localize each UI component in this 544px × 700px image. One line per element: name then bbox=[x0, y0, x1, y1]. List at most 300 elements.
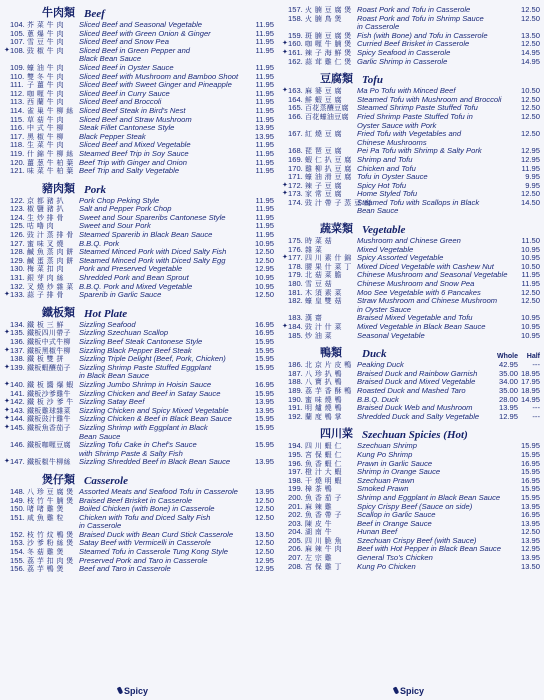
item-number: 145. bbox=[10, 422, 25, 432]
pepper-icon: ✦ bbox=[4, 423, 10, 431]
item-price: 12.50 bbox=[520, 39, 540, 49]
item-name-chinese: 鐵板黑椒牛柳 bbox=[27, 346, 71, 355]
item-price: 15.95 bbox=[520, 467, 540, 477]
item-price: 12.50 bbox=[254, 247, 274, 257]
item-number: 104. bbox=[10, 20, 25, 29]
item-name-english: Sizzling Jumbo Shrimp in Hoisin Sauce bbox=[79, 379, 212, 389]
item-number: 196. bbox=[288, 458, 303, 468]
item-name-chinese: 鐵板咖喱豆腐 bbox=[27, 441, 71, 450]
item-number: 125. bbox=[10, 221, 25, 231]
item-name-english: Sizzling Shrimp with Eggplant in Black Bean Sauce bbox=[79, 422, 208, 441]
item-number: 170. bbox=[288, 163, 303, 173]
item-number: 178. bbox=[288, 261, 303, 271]
item-price: 11.95 bbox=[255, 88, 274, 98]
item-name-chinese: 芥 菜 牛 肉 bbox=[27, 21, 64, 29]
item-price: 10.95 bbox=[520, 244, 540, 254]
item-name-english: Roast Pork and Tofu in Shrimp Sauce in Casserole bbox=[357, 13, 484, 32]
menu-item bbox=[282, 58, 540, 67]
item-name-chinese: 中 式 牛 柳 bbox=[27, 124, 64, 133]
item-number: 127. bbox=[10, 238, 25, 248]
item-price: 10.95 bbox=[520, 253, 540, 263]
item-name-english: Steamed Minced Pork with Diced Salty Egg bbox=[79, 255, 226, 265]
item-name-chinese: 鐵 板 三 鮮 bbox=[27, 320, 64, 329]
menu-section bbox=[282, 427, 540, 571]
item-name-chinese: 咕 嚕 肉 bbox=[27, 222, 54, 231]
item-name-english: Curried Beef Brisket in Casserole bbox=[357, 39, 470, 49]
item-name-english: Mushroom and Chinese Green bbox=[357, 236, 461, 246]
item-name-chinese: 炒 油 菜 bbox=[305, 331, 332, 340]
item-name-english: Braised Mixed Vegetable and Tofu bbox=[357, 313, 473, 323]
item-name-chinese: 北 菇 菜 膽 bbox=[305, 271, 342, 280]
item-name-english: Sparerib in Garlic Sauce bbox=[79, 290, 162, 300]
item-name-chinese: 八 寶 扒 鴨 bbox=[305, 378, 342, 387]
item-price: 14.50 bbox=[520, 197, 540, 207]
item-price: 12.50 bbox=[520, 287, 540, 297]
item-number: 205. bbox=[288, 535, 303, 545]
item-name-chinese: 豉 椒 牛 肉 bbox=[27, 46, 64, 55]
item-number: 186. bbox=[288, 360, 303, 370]
item-name-english: Roast Pork and Tofu in Casserole bbox=[357, 5, 471, 14]
item-name-chinese: 咖 喱 牛 腩 煲 bbox=[305, 40, 352, 49]
item-name-chinese: 什 錦 牛 柳 絲 bbox=[27, 149, 74, 158]
item-name-english: Sliced Beef in Curry Sauce bbox=[79, 88, 170, 98]
item-name-chinese: 八 珍 豆 腐 煲 bbox=[27, 487, 74, 496]
menu-section bbox=[4, 6, 274, 176]
item-name-english: Spicy Assorted Vegetable bbox=[357, 253, 444, 263]
item-name-english: Sizzling Shrimp Paste Stuffed Eggplant in Black Bean Sauce bbox=[79, 362, 212, 381]
menu-item bbox=[282, 130, 540, 147]
item-number: 154. bbox=[10, 547, 25, 557]
item-name-english: Sizzling Tofu Cake in Chef's Sauce with Shrimp Paste & Salty Fish bbox=[79, 440, 197, 458]
item-number: 203. bbox=[288, 518, 303, 528]
item-name-english: Sliced Beef Steak in Bird's Nest bbox=[79, 105, 186, 115]
item-name-english: Smoked Prawn bbox=[357, 484, 409, 494]
item-name-chinese: 生 炒 排 骨 bbox=[27, 213, 64, 222]
item-number: 113. bbox=[10, 97, 25, 107]
item-price-half: --- bbox=[532, 360, 540, 370]
item-name-chinese: 椒 鹽 豬 扒 bbox=[27, 205, 64, 214]
item-price: 12.50 bbox=[520, 189, 540, 199]
item-number: 157. bbox=[288, 5, 303, 14]
item-price: 12.95 bbox=[520, 146, 540, 156]
item-name-chinese: 枝 竹 牛 腩 煲 bbox=[27, 496, 74, 505]
item-name-chinese: 鐵板椒牛柳絲 bbox=[27, 458, 71, 467]
column-header-half: Half bbox=[526, 353, 540, 361]
item-name-chinese: 冬 菇 雞 煲 bbox=[27, 548, 64, 557]
item-price: 9.95 bbox=[525, 172, 540, 182]
item-name-english: Shrimp in Orange Sauce bbox=[357, 467, 441, 477]
section-title-english: Tofu bbox=[362, 74, 383, 87]
item-name-english: Steamed Sparerib in Black Bean Sauce bbox=[79, 230, 213, 240]
item-name-english: Spicy Crispy Beef (Sauce on side) bbox=[357, 501, 473, 511]
item-name-english: Home Styled Tofu bbox=[357, 189, 418, 199]
item-price: 13.95 bbox=[520, 535, 540, 545]
item-name-chinese: 橙 汁 大 蝦 bbox=[305, 468, 342, 477]
item-name-chinese: 鹹 蛋 蒸 肉 餅 bbox=[27, 256, 74, 265]
pepper-icon: ✦ bbox=[4, 458, 10, 466]
item-number: 189. bbox=[288, 385, 303, 395]
item-name-chinese: 雞 柳 扒 豆 腐 bbox=[305, 164, 352, 173]
item-price: 11.95 bbox=[255, 45, 274, 55]
item-name-chinese: 鐵板四川帶子 bbox=[27, 329, 71, 338]
item-number: 172. bbox=[288, 180, 303, 190]
item-number: 123. bbox=[10, 204, 25, 214]
item-name-english: Seasonal Vegetable bbox=[357, 330, 425, 340]
item-name-english: Beef Trip with Ginger and Onion bbox=[79, 157, 187, 167]
item-name-english: Mixed Vegetable in Black Bean Sauce bbox=[357, 322, 486, 331]
item-price: 12.50 bbox=[254, 255, 274, 265]
item-name-chinese: 斑 腩 豆 腐 煲 bbox=[305, 31, 352, 40]
item-name-chinese: 梅 菜 扣 肉 bbox=[27, 265, 64, 274]
item-name-chinese: 蝦 仁 扒 豆 腐 bbox=[305, 155, 352, 164]
item-price: 10.95 bbox=[520, 313, 540, 323]
item-price-half: --- bbox=[532, 411, 540, 421]
item-price: 11.95 bbox=[255, 166, 274, 176]
item-price: 9.95 bbox=[525, 180, 540, 190]
pepper-icon: ✦ bbox=[282, 181, 288, 189]
item-name-english: Sliced Beef and Snow Pea bbox=[79, 37, 169, 47]
pepper-icon: ✦ bbox=[4, 291, 10, 299]
item-name-english: Sweet and Sour Pork bbox=[79, 221, 151, 231]
item-name-english: General Tso's Chicken bbox=[357, 553, 433, 563]
item-name-chinese: 薑 葱 牛 柏 葉 bbox=[27, 158, 74, 167]
menu-section bbox=[4, 473, 274, 574]
item-name-chinese: 左 宗 雞 bbox=[305, 554, 332, 563]
item-price: 42.95 bbox=[498, 360, 518, 370]
item-price: 11.95 bbox=[255, 195, 274, 205]
item-number: 122. bbox=[10, 195, 25, 205]
item-name-english: Sliced Beef in Oyster Sauce bbox=[79, 62, 174, 72]
item-number: 141. bbox=[10, 388, 25, 398]
item-number: 130. bbox=[10, 264, 25, 274]
item-number: 168. bbox=[288, 146, 303, 156]
item-price: 13.95 bbox=[520, 553, 540, 563]
item-name-chinese: 麻 辣 牛 肉 bbox=[305, 545, 342, 554]
item-name-chinese: 豉 汁 什 菜 bbox=[305, 323, 342, 331]
item-number: 199. bbox=[288, 484, 303, 494]
menu-item bbox=[282, 113, 540, 130]
item-number: 150. bbox=[10, 504, 25, 514]
menu-item bbox=[282, 15, 540, 32]
item-name-chinese: 麻 婆 豆 腐 bbox=[305, 87, 342, 96]
item-name-english: Sizzling Satay Beef bbox=[79, 397, 145, 407]
item-price: 16.95 bbox=[254, 328, 274, 338]
item-price: 13.50 bbox=[254, 529, 274, 539]
item-name-chinese: 火 腩 鳥 煲 bbox=[305, 14, 342, 23]
item-price: 10.50 bbox=[520, 261, 540, 271]
item-name-chinese: 豉 汁 蒸 排 骨 bbox=[27, 231, 74, 240]
item-price: 13.95 bbox=[254, 486, 274, 496]
item-name-english: B.B.Q. Duck bbox=[357, 394, 399, 404]
item-number: 182. bbox=[288, 296, 303, 306]
section-header bbox=[282, 427, 540, 441]
item-name-chinese: 咖 喱 牛 肉 bbox=[27, 89, 64, 98]
item-name-english: Sliced Beef and Broccoli bbox=[79, 97, 162, 107]
item-price: 15.95 bbox=[254, 414, 274, 424]
item-name-english: Sizzling Chicken & Beef in Black Bean Sauce bbox=[79, 414, 232, 424]
item-name-chinese: 雀 巢 牛 柳 絲 bbox=[27, 106, 74, 115]
item-number: 132. bbox=[10, 281, 25, 291]
item-number: 134. bbox=[10, 319, 25, 329]
item-name-chinese: 咸 魚 雞 粒 bbox=[27, 513, 64, 522]
item-name-chinese: 家 常 豆 腐 bbox=[305, 190, 342, 199]
item-name-english: B.B.Q. Pork bbox=[79, 238, 120, 248]
item-price: 13.50 bbox=[520, 561, 540, 571]
item-name-chinese: 北 京 片 皮 鴨 bbox=[305, 361, 352, 370]
item-number: 147. bbox=[10, 457, 25, 467]
item-number: 191. bbox=[288, 403, 303, 413]
section-header bbox=[282, 72, 540, 86]
item-name-chinese: 鐵 板 雙 拼 bbox=[27, 355, 64, 364]
item-name-english: Preserved Pork and Taro in Casserole bbox=[79, 555, 208, 565]
item-number: 167. bbox=[288, 129, 303, 139]
item-price: 11.50 bbox=[521, 236, 540, 246]
item-price: 15.95 bbox=[254, 388, 274, 398]
section-title-chinese: 煲仔類 bbox=[42, 472, 75, 486]
item-number: 110. bbox=[10, 71, 25, 81]
item-price: 11.95 bbox=[255, 28, 274, 38]
item-number: 184. bbox=[288, 322, 303, 331]
item-name-chinese: 草 菇 牛 肉 bbox=[27, 115, 64, 124]
item-name-chinese: 魚 香 茄 子 bbox=[305, 493, 342, 502]
item-name-english: Peaking Duck bbox=[357, 360, 404, 370]
item-number: 171. bbox=[288, 172, 303, 182]
item-name-english: Sizzling Beef Steak Cantonese Style bbox=[79, 337, 203, 346]
item-name-english: Hunan Beef bbox=[357, 527, 398, 537]
item-price: 10.95 bbox=[254, 273, 274, 283]
item-name-chinese: 火 腩 豆 腐 煲 bbox=[305, 6, 352, 14]
pepper-icon: ✦ bbox=[282, 48, 288, 56]
item-name-chinese: 湖 南 牛 bbox=[305, 528, 332, 537]
item-price: 10.95 bbox=[520, 330, 540, 340]
item-name-english: Szechuan Prawn bbox=[357, 475, 415, 485]
item-price: 15.95 bbox=[520, 492, 540, 502]
item-name-english: Chinese Mushroom and Seasonal Vegetable bbox=[357, 270, 508, 280]
item-number: 160. bbox=[288, 39, 303, 49]
item-number: 139. bbox=[10, 362, 25, 372]
item-name-english: Szechuan Crispy Beef (with Sauce) bbox=[357, 535, 477, 545]
section-title-chinese: 豬肉類 bbox=[42, 181, 75, 195]
item-name-chinese: 腰 果 什 菜 丁 bbox=[305, 262, 352, 271]
item-name-chinese: 四 川 脆 魚 bbox=[305, 536, 342, 545]
item-name-chinese: 鐵 板 沙 爹 牛 bbox=[27, 398, 74, 407]
item-name-english: Mixed Diced Vegetable with Cashew Nut bbox=[357, 261, 494, 271]
item-number: 108. bbox=[10, 45, 25, 55]
item-name-chinese: 鐵板中式牛柳 bbox=[27, 338, 71, 346]
item-name-english: Black Pepper Steak bbox=[79, 131, 146, 141]
item-price: 16.95 bbox=[520, 510, 540, 520]
menu-item bbox=[282, 520, 540, 529]
item-price: 11.95 bbox=[255, 114, 274, 124]
item-price: 12.50 bbox=[254, 290, 274, 300]
item-name-english: Beef Trip and Salty Vegetable bbox=[79, 166, 180, 176]
item-name-english: Sizzling Seafood bbox=[79, 319, 136, 329]
pepper-icon: ✦ bbox=[282, 254, 288, 262]
item-number: 166. bbox=[288, 111, 303, 121]
menu-column-right bbox=[282, 6, 540, 577]
item-number: 176. bbox=[288, 244, 303, 254]
item-name-chinese: 黑 椒 牛 柳 bbox=[27, 132, 64, 141]
item-name-chinese: 百花蒸釀豆腐 bbox=[305, 104, 349, 113]
item-price: 15.95 bbox=[254, 345, 274, 355]
item-name-chinese: 叉 燒 炒 雜 菜 bbox=[27, 282, 74, 291]
item-price: 12.50 bbox=[254, 504, 274, 514]
item-number: 188. bbox=[288, 377, 303, 387]
item-name-chinese: 蠔 油 滑 豆 腐 bbox=[305, 173, 352, 182]
item-number: 118. bbox=[10, 140, 25, 150]
item-number: 164. bbox=[288, 94, 303, 104]
item-name-english: Sizzling Szechuan Scallop bbox=[79, 328, 169, 338]
item-name-chinese: 鐵 板 醬 爆 蝦 bbox=[27, 380, 74, 389]
item-name-english: Shrimp and Eggplant in Black Bean Sauce bbox=[357, 492, 501, 502]
menu-item bbox=[4, 514, 274, 531]
item-name-english: Fried Tofu with Vegetables and Chinese Mushrooms bbox=[357, 129, 462, 147]
item-name-chinese: 辣 子 豆 腐 bbox=[305, 181, 342, 190]
item-name-chinese: 木 須 素 菜 bbox=[305, 288, 342, 297]
item-name-english: Sliced Beef and Straw Mushroom bbox=[79, 114, 192, 124]
item-number: 153. bbox=[10, 538, 25, 548]
item-number: 131. bbox=[10, 273, 25, 283]
item-number: 185. bbox=[288, 330, 303, 340]
item-number: 179. bbox=[288, 270, 303, 280]
menu-item bbox=[282, 173, 540, 182]
item-name-english: Fish (with Bone) and Tofu in Casserole bbox=[357, 30, 488, 40]
item-price: 12.50 bbox=[254, 538, 274, 548]
pepper-icon: ✦ bbox=[282, 323, 288, 330]
item-name-english: Kung Po Chicken bbox=[357, 561, 416, 571]
item-number: 161. bbox=[288, 47, 303, 57]
item-name-chinese: 魚 香 帶 子 bbox=[305, 511, 342, 520]
item-name-chinese: 荔 芋 鴨 煲 bbox=[27, 565, 64, 574]
item-number: 159. bbox=[288, 30, 303, 40]
item-price: 34.00 bbox=[498, 377, 518, 387]
item-number: 155. bbox=[10, 555, 25, 565]
item-name-chinese: 蠔 皇 雙 菇 bbox=[305, 297, 342, 306]
menu-item bbox=[4, 424, 274, 441]
item-price: 12.95 bbox=[520, 544, 540, 554]
menu-section bbox=[4, 182, 274, 300]
item-name-chinese: 生 菜 牛 肉 bbox=[27, 141, 64, 150]
section-header bbox=[282, 346, 540, 360]
menu-item bbox=[282, 297, 540, 314]
item-price: 35.00 bbox=[498, 385, 518, 395]
item-name-english: Spicy Seafood in Casserole bbox=[357, 47, 451, 57]
pepper-icon: ✦ bbox=[4, 46, 10, 54]
item-number: 120. bbox=[10, 157, 25, 167]
item-price: 11.95 bbox=[255, 80, 274, 90]
item-number: 135. bbox=[10, 328, 25, 338]
item-price: 15.95 bbox=[520, 484, 540, 494]
item-name-chinese: 鐵板豉汁雞牛 bbox=[27, 415, 71, 424]
item-price: 12.95 bbox=[254, 555, 274, 565]
item-name-english: Braised Beef Brisket in Casserole bbox=[79, 495, 193, 505]
item-price: 13.95 bbox=[498, 403, 518, 413]
item-number: 109. bbox=[10, 62, 25, 72]
item-name-english: Spicy Hot Tofu bbox=[357, 180, 407, 190]
item-price: 15.95 bbox=[254, 440, 274, 450]
item-price: 10.95 bbox=[254, 238, 274, 248]
item-number: 119. bbox=[10, 148, 25, 158]
item-name-english: Prawn in Garlic Sauce bbox=[357, 458, 433, 468]
pepper-icon: ✦ bbox=[4, 346, 10, 354]
section-header bbox=[4, 182, 274, 196]
item-name-chinese: 鹹 魚 蒸 肉 餅 bbox=[27, 248, 74, 257]
pepper-icon: ✦ bbox=[4, 363, 10, 371]
menu-section bbox=[282, 72, 540, 216]
menu-item bbox=[4, 441, 274, 458]
item-price: 11.95 bbox=[255, 221, 274, 231]
item-number: 107. bbox=[10, 37, 25, 47]
item-price: 11.95 bbox=[255, 37, 274, 47]
item-number: 200. bbox=[288, 492, 303, 502]
section-title-chinese: 鴨類 bbox=[320, 346, 342, 360]
item-price: 11.95 bbox=[255, 212, 274, 222]
item-number: 133. bbox=[10, 290, 25, 300]
item-number: 142. bbox=[10, 397, 25, 407]
item-name-english: Chinese Mushroom and Snow Pea bbox=[357, 279, 475, 289]
item-price: 10.95 bbox=[254, 281, 274, 291]
item-number: 175. bbox=[288, 236, 303, 246]
menu-item bbox=[282, 413, 540, 422]
item-price: 11.95 bbox=[255, 140, 274, 150]
menu-section bbox=[4, 306, 274, 467]
item-number: 192. bbox=[288, 411, 303, 421]
item-name-english: Sizzling Chicken and Beef in Satay Sauce bbox=[79, 388, 221, 398]
item-name-chinese: 蘭 度 鴨 掌 bbox=[305, 412, 342, 421]
item-name-english: Braised Duck and Mixed Vegetable bbox=[357, 377, 476, 387]
pepper-icon: ✦ bbox=[4, 415, 10, 423]
item-number: 137. bbox=[10, 345, 25, 355]
pepper-icon: ✦ bbox=[4, 380, 10, 388]
item-name-chinese: 辣 子 海 鮮 煲 bbox=[305, 48, 352, 57]
item-price: 11.95 bbox=[521, 279, 540, 289]
item-name-english: Sweet and Sour Spareribs Cantonese Style bbox=[79, 212, 226, 222]
menu-item bbox=[282, 563, 540, 572]
item-price: 13.95 bbox=[254, 397, 274, 407]
menu-section bbox=[282, 6, 540, 66]
item-number: 169. bbox=[288, 154, 303, 164]
item-number: 117. bbox=[10, 131, 25, 141]
item-number: 124. bbox=[10, 212, 25, 222]
item-price: 12.50 bbox=[520, 527, 540, 537]
item-name-english: Shredded Duck and Salty Vegetable bbox=[357, 411, 480, 421]
item-price: 10.95 bbox=[520, 322, 540, 331]
item-price: 15.95 bbox=[520, 449, 540, 459]
item-price: 16.95 bbox=[254, 379, 274, 389]
item-name-chinese: 荔 芋 扣 肉 煲 bbox=[27, 556, 74, 565]
item-price: 12.95 bbox=[520, 154, 540, 164]
item-number: 112. bbox=[10, 88, 25, 98]
item-price: 13.95 bbox=[520, 501, 540, 511]
menu-item bbox=[4, 458, 274, 467]
item-number: 198. bbox=[288, 475, 303, 485]
pepper-icon: ✦ bbox=[4, 398, 10, 406]
item-price: 13.95 bbox=[254, 405, 274, 415]
item-number: 201. bbox=[288, 501, 303, 511]
item-number: 194. bbox=[288, 441, 303, 451]
section-header bbox=[4, 473, 274, 487]
item-price: 12.95 bbox=[254, 264, 274, 274]
section-title-english: Duck bbox=[362, 348, 387, 361]
item-name-chinese: 京 都 豬 扒 bbox=[27, 196, 64, 205]
item-number: 152. bbox=[10, 529, 25, 539]
section-title-chinese: 四川菜 bbox=[320, 427, 353, 441]
item-price-half: 14.95 bbox=[520, 394, 540, 404]
pepper-icon: ✦ bbox=[4, 406, 10, 414]
item-number: 146. bbox=[10, 440, 25, 450]
item-number: 206. bbox=[288, 544, 303, 554]
item-name-chinese: 樟 茶 鴨 bbox=[305, 485, 332, 494]
